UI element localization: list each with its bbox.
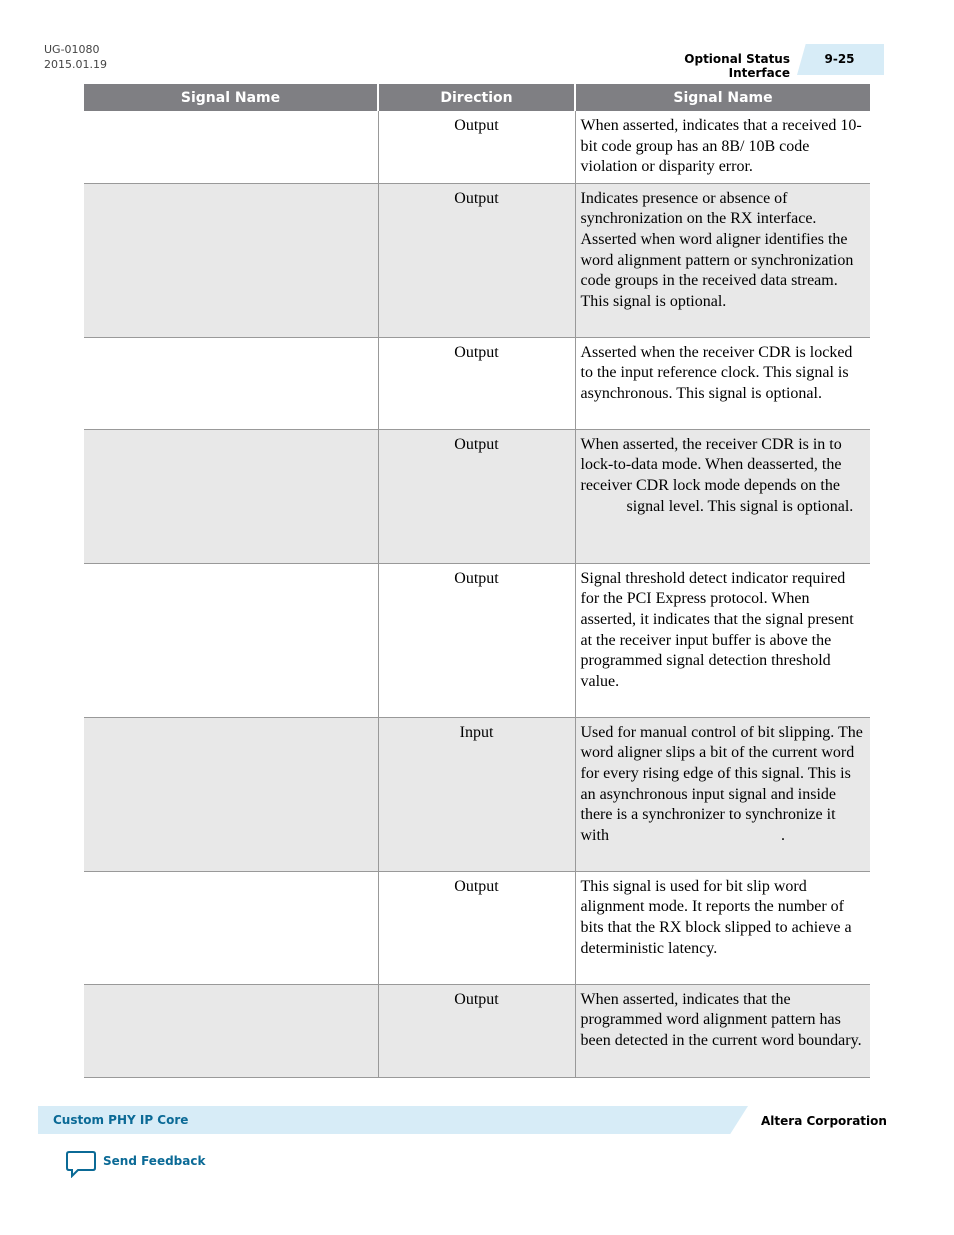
description-cell: Signal threshold detect indicator required for the PCI Express protocol. When asserted, it indicates that the signal present at the receiver input buffer is above the programmed signal detection threshold value. (575, 563, 870, 717)
table-row (84, 984, 870, 1077)
description-text-part: Used for manual control of bit slipping. The word aligner slips a bit of the current word for every rising edge of this signal. This is an asynchronous input signal and inside there is a synchronizer to synchronize it with (580, 723, 863, 844)
direction-cell: Output (378, 183, 575, 337)
description-text-part: signal level. This signal is optional. (626, 497, 854, 515)
description-cell (575, 717, 870, 871)
table-row (84, 717, 870, 871)
signal-name-cell (84, 563, 378, 717)
column-header-description: Signal Name (575, 84, 870, 111)
signal-name-cell (84, 111, 378, 183)
direction-cell: Output (378, 984, 575, 1077)
page-number: 9-25 (824, 52, 855, 66)
table-row (84, 871, 870, 984)
table-row (84, 337, 870, 429)
column-header-signal-name: Signal Name (84, 84, 378, 111)
description-cell: Indicates presence or absence of synchronization on the RX interface. Asserted when word aligner identifies the word alignment pattern or synchronization code groups in the received data stream. This signal is optional. (575, 183, 870, 337)
signal-name-cell (84, 337, 378, 429)
description-text-part: When asserted, the receiver CDR is in to lock-to-data mode. When deasserted, the receiver CDR lock mode depends on the (580, 435, 842, 494)
footer-document-title[interactable]: Custom PHY IP Core (53, 1113, 189, 1127)
document-date: 2015.01.19 (44, 58, 107, 71)
description-cell: This signal is used for bit slip word alignment mode. It reports the number of bits that the RX block slipped to achieve a deterministic latency. (575, 871, 870, 984)
document-id-block (44, 42, 107, 72)
signal-table (84, 84, 870, 1078)
table-row (84, 429, 870, 563)
footer-company: Altera Corporation (761, 1114, 887, 1128)
table-row (84, 183, 870, 337)
table-row (84, 111, 870, 183)
direction-cell: Output (378, 871, 575, 984)
speech-bubble-icon[interactable] (66, 1150, 96, 1178)
signal-name-cell (84, 871, 378, 984)
description-cell (575, 429, 870, 563)
signal-name-cell (84, 183, 378, 337)
signal-name-cell (84, 717, 378, 871)
direction-cell: Output (378, 429, 575, 563)
description-cell: When asserted, indicates that the programmed word alignment pattern has been detected in the current word boundary. (575, 984, 870, 1077)
table-row (84, 563, 870, 717)
direction-cell: Input (378, 717, 575, 871)
direction-cell: Output (378, 563, 575, 717)
table-header-row (84, 84, 870, 111)
signal-name-cell (84, 984, 378, 1077)
direction-cell: Output (378, 337, 575, 429)
description-cell: Asserted when the receiver CDR is locked to the input reference clock. This signal is asynchronous. This signal is optional. (575, 337, 870, 429)
column-header-direction: Direction (378, 84, 575, 111)
section-title: Optional Status Interface (684, 52, 790, 80)
send-feedback-link[interactable]: Send Feedback (103, 1154, 206, 1168)
direction-cell: Output (378, 111, 575, 183)
document-id: UG-01080 (44, 43, 100, 56)
signal-name-cell (84, 429, 378, 563)
description-cell: When asserted, indicates that a received 10-bit code group has an 8B/ 10B code violation or disparity error. (575, 111, 870, 183)
description-text-part: . (780, 826, 785, 844)
